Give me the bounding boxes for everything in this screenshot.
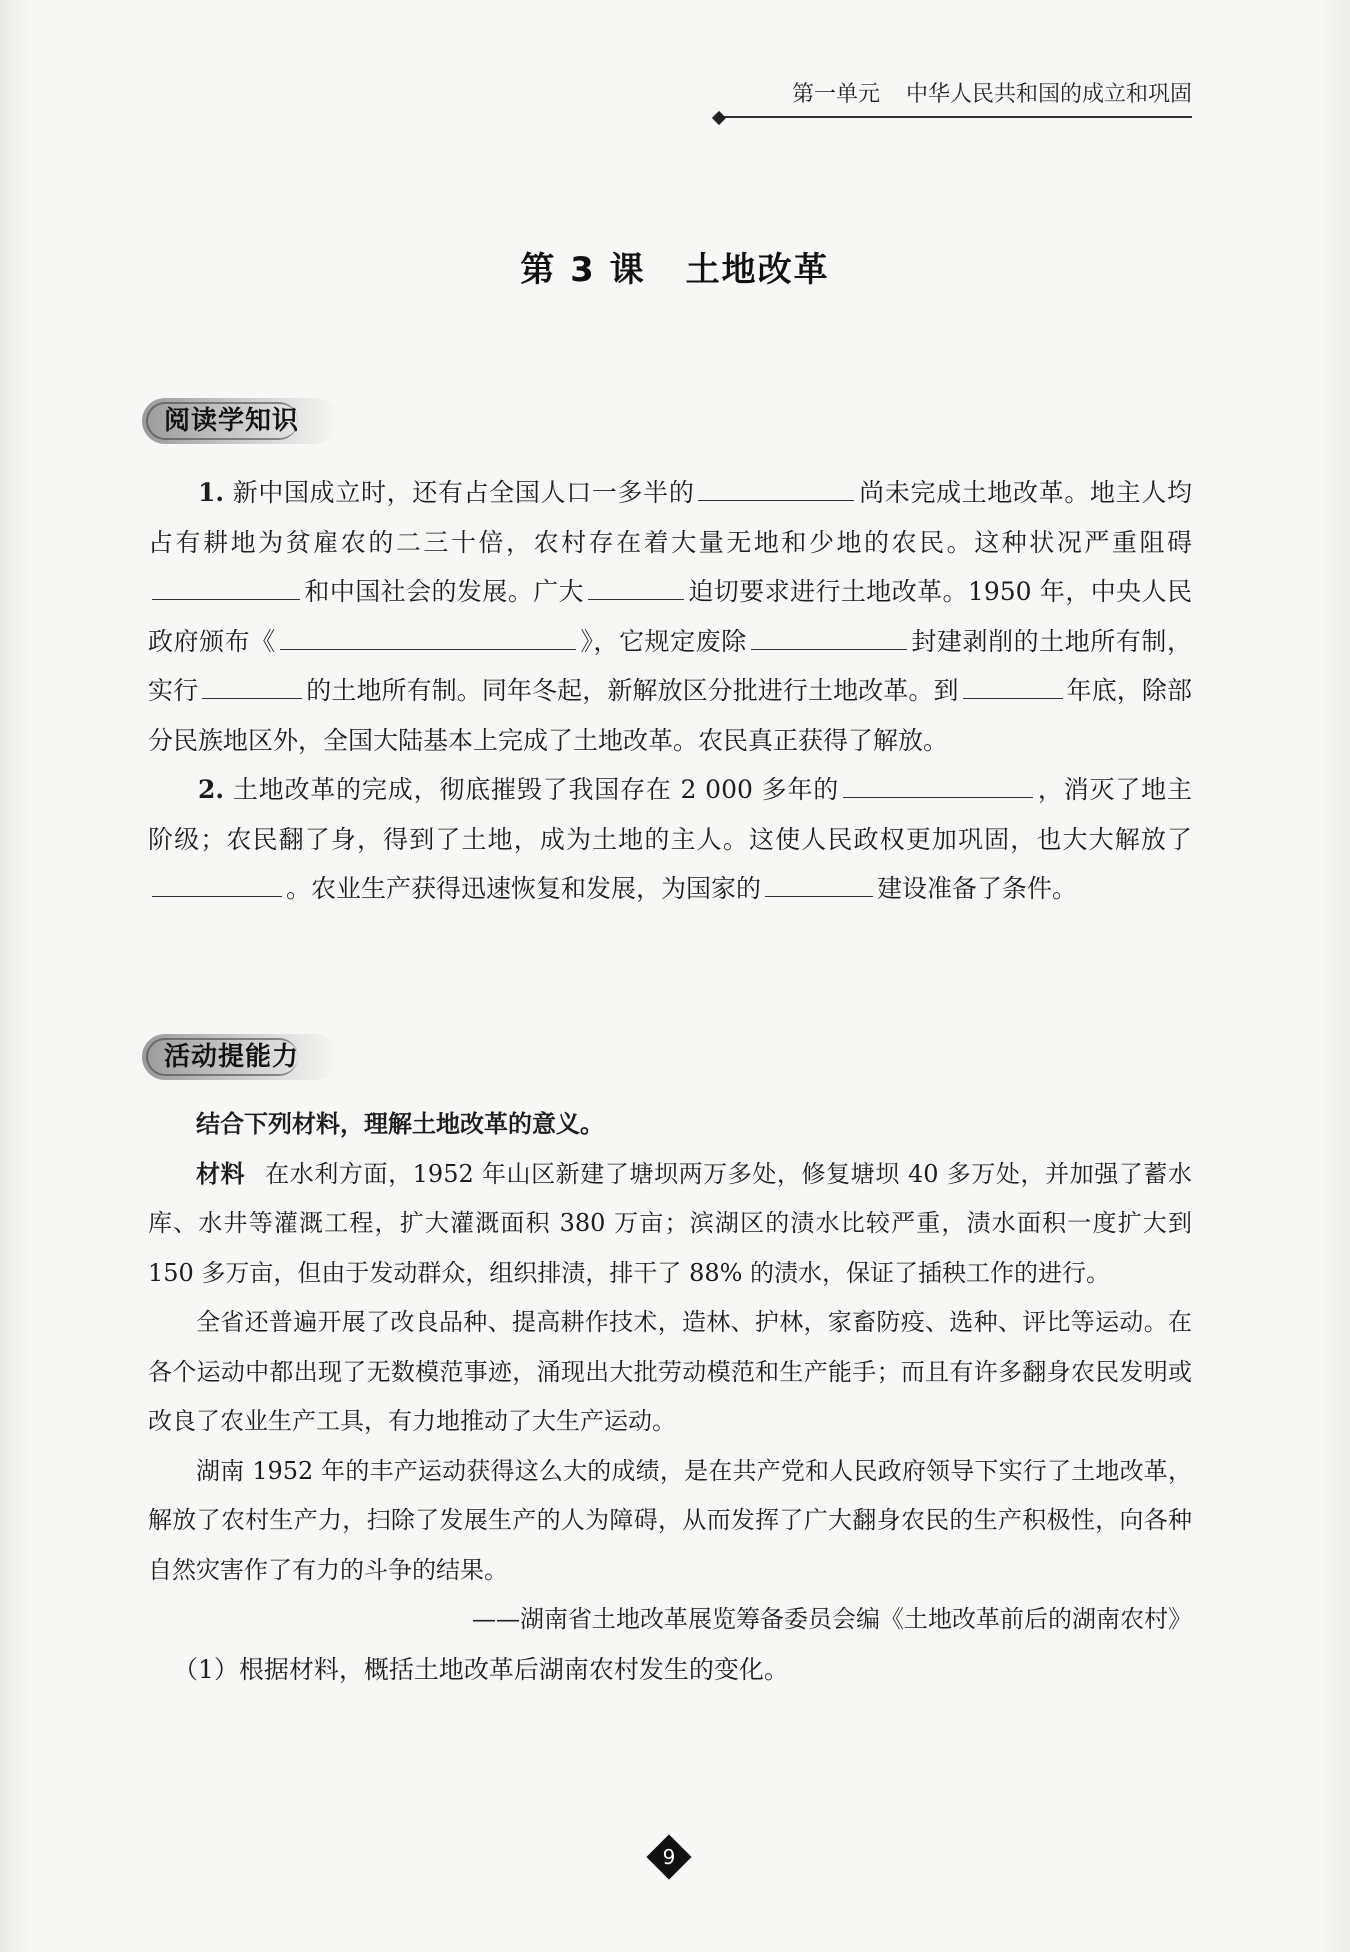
activity-question-1: （1）根据材料，概括土地改革后湖南农村发生的变化。 [173,1654,789,1684]
q2-text-3: 。农业生产获得迅速恢复和发展，为国家的 [286,874,762,903]
q1-text-8: 年底，除部分民族地区外，全国大陆基本上完成了土地改革。农民真正获得了解放。 [148,676,1192,755]
material-paragraph-1 [148,1150,1192,1299]
material-paragraph-3: 湖南 1952 年的丰产运动获得这么大的成绩，是在共产党和人民政府领导下实行了土地改革，解放了农村生产力，扫除了发展生产的人为障碍，从而发挥了广大翻身农民的生产积极性，向各种自然灾害作了有力的斗争的结果。 [148,1456,1192,1584]
activity-instruction: 结合下列材料，理解土地改革的意义。 [196,1110,604,1138]
q2-text-1: 土地改革的完成，彻底摧毁了我国存在 2 000 多年的 [232,775,840,804]
blank-3[interactable] [588,569,684,600]
material-paragraph-2: 全省还普遍开展了改良品种、提高耕作技术，造林、护林，家畜防疫、选种、评比等运动。在各个运动中都出现了无数模范事迹，涌现出大批劳动模范和生产能手；而且有许多翻身农民发明或改良了农业生产工具，有力地推动了大生产运动。 [148,1308,1192,1435]
q1-text-1: 新中国成立时，还有占全国人口一多半的 [232,478,695,507]
blank-10[interactable] [765,866,873,897]
material-source: ——湖南省土地改革展览筹备委员会编《土地改革前后的湖南农村》 [472,1605,1192,1633]
section-tag-activity: 活动提能力 [142,1034,338,1080]
blank-9[interactable] [152,866,282,897]
header-unit-title: 中华人民共和国的成立和巩固 [905,82,1192,107]
reading-questions [148,468,1192,914]
blank-4[interactable] [280,619,576,650]
q2-text-2: ，消灭了地主阶级；农民翻了身，得到了土地，成为土地的主人。这使人民政权更加巩固，也大大解放了 [148,775,1192,854]
blank-6[interactable] [202,668,302,699]
q1-text-2: 尚未完成土地改革。地主人均占有耕地为贫雇农的二三十倍，农村存在着大量无地和少地的农民。这种状况严重阻碍 [148,478,1192,557]
q1-text-4: 迫切要求进行土地改革。1950 年，中央人民政府颁布《 [148,577,1192,656]
header-unit: 第一单元 [791,82,880,107]
q1-text-5: 》，它规定废除 [579,626,747,656]
q1-text-3: 和中国社会的发展。广大 [304,577,584,606]
header-diamond-icon [712,111,726,125]
question-1-number: 1. [198,478,225,507]
lesson-number: 第 3 课 [520,250,646,290]
material-label: 材料 [196,1159,246,1188]
blank-2[interactable] [152,569,300,600]
question-2-number: 2. [198,775,225,804]
material-text-1: 在水利方面，1952 年山区新建了塘坝两万多处，修复塘坝 40 多万处，并加强了蓄水库、水井等灌溉工程，扩大灌溉面积 380 万亩；滨湖区的渍水比较严重，渍水面积一度扩大到 150 多万亩，但由于发动群众，组织排渍，排干了 88% 的渍水，保证了插秧工作的进行。 [148,1159,1192,1287]
q2-text-4: 建设准备了条件。 [877,874,1078,903]
running-header [722,80,1192,118]
question-2 [148,765,1192,914]
activity-section [148,1100,1192,1694]
page-number [648,1836,690,1878]
q1-text-6: 封建剥削的土地所有制，实行 [148,626,1192,705]
lesson-title [0,242,1350,291]
blank-7[interactable] [963,668,1063,699]
section-tag-read: 阅读学知识 [142,398,338,444]
lesson-name: 土地改革 [685,250,830,290]
question-1 [148,468,1192,765]
q1-text-7: 的土地所有制。同年冬起，新解放区分批进行土地改革。到 [306,676,959,705]
blank-5[interactable] [751,619,907,650]
blank-8[interactable] [843,767,1033,798]
blank-1[interactable] [698,470,854,501]
page-number-text: 9 [662,1845,676,1869]
